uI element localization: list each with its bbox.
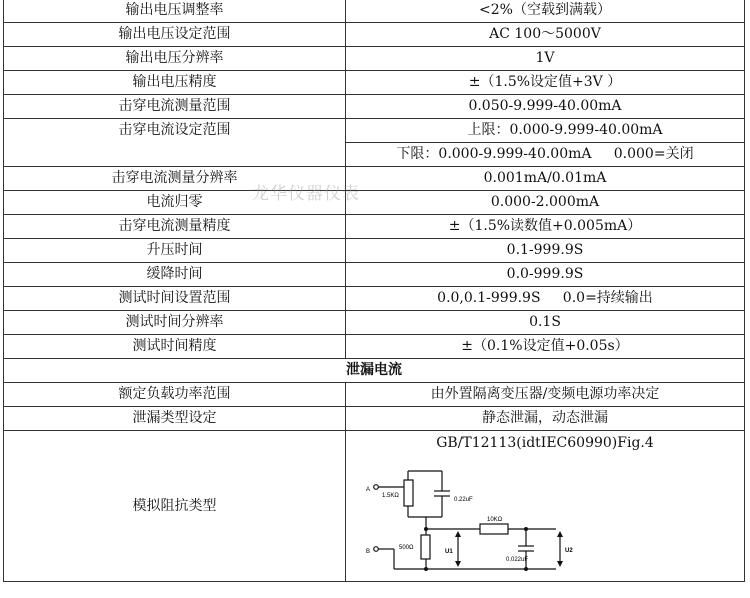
table-row: [4, 239, 745, 263]
table-row: [4, 95, 745, 119]
row-label: 输出电压设定范围: [4, 23, 346, 47]
c2-label: 0.022uF: [506, 557, 529, 563]
node-a-label: A: [366, 487, 371, 493]
table-row: [4, 167, 745, 191]
row-value: 0.1-999.9S: [346, 239, 745, 263]
r1-label: 1.5KΩ: [382, 493, 399, 499]
row-label: 击穿电流测量范围: [4, 95, 346, 119]
section-title: 泄漏电流: [4, 359, 745, 383]
row-label: 击穿电流设定范围: [4, 119, 346, 167]
table-row: [4, 215, 745, 239]
row-value: 静态泄漏，动态泄漏: [346, 407, 745, 431]
table-row: [4, 335, 745, 359]
u2-label: U2: [565, 548, 573, 554]
row-value: 0.050-9.999-40.00mA: [346, 95, 745, 119]
table-row: [4, 431, 745, 582]
row-label: 输出电压调整率: [4, 0, 346, 23]
u1-label: U1: [445, 549, 453, 555]
row-value-upper: [346, 119, 745, 143]
row-value: <2%（空载到满载）: [346, 0, 745, 23]
table-row: [4, 311, 745, 335]
row-label: 泄漏类型设定: [4, 407, 346, 431]
table-row: [4, 119, 745, 143]
row-value: AC 100～5000V: [346, 23, 745, 47]
row-value: 0.1S: [346, 311, 745, 335]
row-label: 电流归零: [4, 191, 346, 215]
impedance-circuit-diagram: [346, 453, 745, 581]
upper-limit-text: 上限：0.000-9.999-40.00mA: [467, 122, 663, 138]
standard-reference: GB/T12113(idtIEC60990)Fig.4: [436, 435, 654, 451]
table-row: [4, 191, 745, 215]
row-label: 模拟阻抗类型: [4, 431, 346, 582]
circuit-cell: [346, 431, 745, 582]
table-row: [4, 23, 745, 47]
row-label: 升压时间: [4, 239, 346, 263]
row-value: 0.0-999.9S: [346, 263, 745, 287]
row-value: 0.001mA/0.01mA: [346, 167, 745, 191]
row-label: 缓降时间: [4, 263, 346, 287]
row-label: 测试时间设置范围: [4, 287, 346, 311]
row-label: 额定负载功率范围: [4, 383, 346, 407]
watermark-text: 龙华仪器仪表: [252, 184, 360, 204]
table-row: [4, 263, 745, 287]
table-row: [4, 383, 745, 407]
r2-label: 500Ω: [399, 545, 414, 551]
row-value: ±（1.5%读数值+0.005mA）: [346, 215, 745, 239]
row-value: ±（1.5%设定值+3V ）: [346, 71, 745, 95]
spec-table: [3, 0, 745, 582]
c1-label: 0.22uF: [454, 497, 473, 503]
table-row: [4, 71, 745, 95]
row-value: 0.000-2.000mA: [346, 191, 745, 215]
row-label: 测试时间精度: [4, 335, 346, 359]
section-row: [4, 359, 745, 383]
row-value: ±（0.1%设定值+0.05s）: [346, 335, 745, 359]
table-row: [4, 47, 745, 71]
row-label: 击穿电流测量精度: [4, 215, 346, 239]
row-value-lower: 下限：0.000-9.999-40.00mA 0.000=关闭: [346, 143, 745, 167]
table-row: [4, 287, 745, 311]
row-value: 0.0,0.1-999.9S 0.0=持续输出: [346, 287, 745, 311]
row-label: 测试时间分辨率: [4, 311, 346, 335]
table-row: [4, 407, 745, 431]
table-row: [4, 0, 745, 23]
row-value: 由外置隔离变压器/变频电源功率决定: [346, 383, 745, 407]
node-b-label: B: [366, 549, 371, 555]
row-label: 输出电压精度: [4, 71, 346, 95]
row-label: 输出电压分辨率: [4, 47, 346, 71]
row-value: 1V: [346, 47, 745, 71]
row-label: 击穿电流测量分辨率: [4, 167, 346, 191]
r3-label: 10KΩ: [487, 517, 503, 523]
